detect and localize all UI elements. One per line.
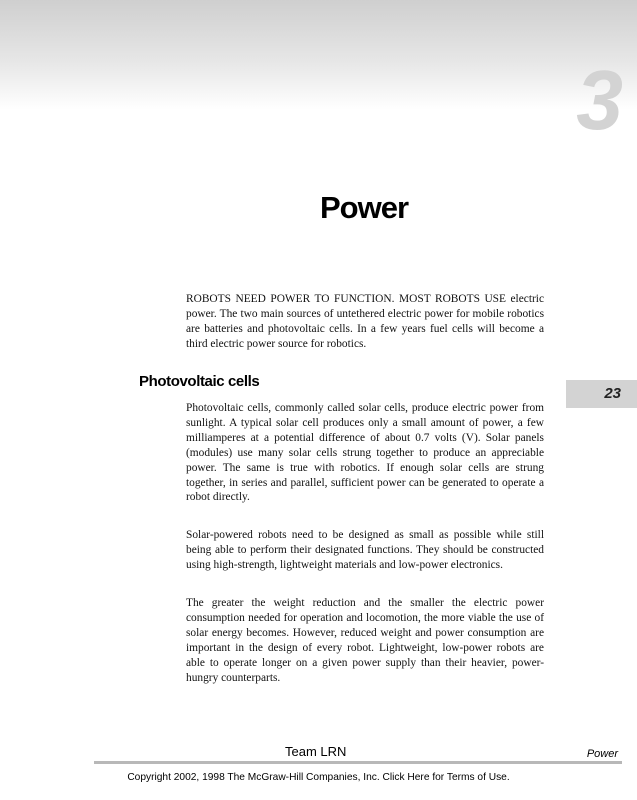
- body-paragraph-2: Solar-powered robots need to be designed as small as possible while still being able to perform their designated functions. They should be constructed using high-strength, lightweight materials and low-power electronics.: [186, 529, 544, 571]
- header-gradient-band: [0, 0, 637, 110]
- running-footer-title: Power: [586, 748, 618, 760]
- section-heading: Photovoltaic cells: [139, 373, 260, 390]
- page-number: 23: [604, 385, 621, 402]
- footer-team-label: Team LRN: [285, 744, 347, 759]
- page-number-tab: [566, 380, 637, 408]
- body-paragraph-3: The greater the weight reduction and the smaller the electric power consumption needed for operation and locomotion, the more viable the use of solar energy becomes. However, reduced weight and power consumption are important in the design of every robot. Lightweight, low-power robots are able to operate longer on a given power supply than their heavier, power-hungry counterparts.: [186, 597, 544, 684]
- terms-of-use-link[interactable]: Click Here for Terms of Use.: [382, 772, 510, 783]
- intro-paragraph: ROBOTS NEED POWER TO FUNCTION. MOST ROBOTS USE electric power. The two main sources of untethered electric power for mobile robotics are batteries and photovoltaic cells. In a few years fuel cells will become a third electric power source for robotics.: [186, 293, 544, 350]
- body-paragraph-1: Photovoltaic cells, commonly called solar cells, produce electric power from sunlight. A typical solar cell produces only a small amount of power, a few milliamperes at a potential difference of about 0.7 volts (V). Solar panels (modules) use many solar cells strung together to produce an appreciable power. The same is true with robotics. If enough solar cells are strung together, in series and parallel, sufficient power can be generated to operate a robot directly.: [186, 402, 544, 504]
- copyright-text: Copyright 2002, 1998 The McGraw-Hill Companies, Inc.: [127, 772, 383, 783]
- chapter-title: Power: [319, 190, 409, 225]
- footer-divider: [94, 761, 622, 764]
- chapter-number: 3: [576, 53, 623, 147]
- copyright-line: [0, 772, 637, 783]
